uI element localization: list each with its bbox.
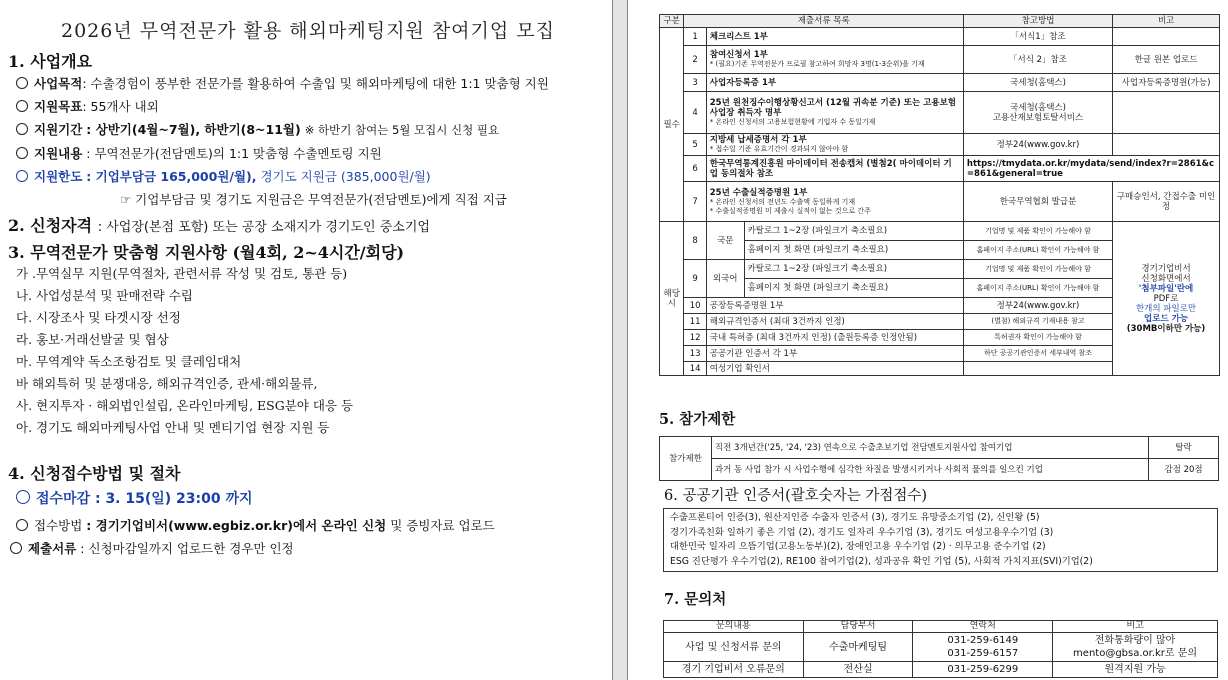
- certificate-line: 대한민국 일자리 으뜸기업(고용노동부)(2), 장애인고용 우수기업 (2) · 의무고용 준수기업 (2): [670, 541, 1046, 552]
- section-4-heading: 4. 신청접수방법 및 절차: [8, 464, 181, 483]
- circle-bullet-icon: [16, 519, 28, 531]
- purpose-line: 사업목적: 수출경험이 풍부한 전문가를 활용하여 수출입 및 해외마케팅에 대한 1:1 맞춤형 지원: [8, 72, 608, 95]
- table-header-row: [660, 15, 1220, 28]
- target-line: 지원목표: 55개사 내외: [8, 95, 608, 118]
- table-row: 사업 및 신청서류 문의 수출마케팅팀 031-259-6149 031-259-6157 전화통화량이 많아 mento@gbsa.or.kr로 문의: [664, 633, 1218, 662]
- table-row: 9 외국어 카탈로그 1~2장 (파일크기 축소필요) 기업명 및 제품 확인이 가능해야 함: [660, 260, 1220, 279]
- table-row: 참가제한 직전 3개년간('25, '24, '23) 연속으로 수출초보기업 전담멘토지원사업 참여기업 탈락: [660, 437, 1219, 459]
- support-item: 나. 사업성분석 및 판매전략 수립: [16, 288, 193, 303]
- circle-bullet-icon: [16, 77, 28, 89]
- circle-bullet-icon: [16, 123, 28, 135]
- support-item: 가 .무역실무 지원(무역절차, 관련서류 작성 및 검토, 통관 등): [16, 266, 348, 281]
- support-item: 다. 시장조사 및 타겟시장 선정: [16, 310, 181, 325]
- header-doc-list: 제출서류 목록: [684, 15, 963, 28]
- group-required: 필수: [660, 28, 684, 222]
- page-gutter: [613, 0, 627, 680]
- table-row: 14 여성기업 확인서: [660, 362, 1220, 376]
- header-reference: 참고방법: [963, 15, 1112, 28]
- table-row: 12 국내 특허증 (최대 3건까지 인정) (출원등록증 인정안됨) 특허권자 확인이 가능해야 함: [660, 330, 1220, 346]
- section-7-heading: 7. 문의처: [664, 591, 727, 608]
- section-3-heading: 3. 무역전문가 맞춤형 지원사항 (월4회, 2~4시간/회당): [8, 243, 405, 262]
- support-item: 마. 무역계약 독소조항검토 및 클레임대처: [16, 354, 242, 369]
- table-row: 7 25년 수출실적증명원 1부 * 온라인 신청서의 전년도 수출액 동일하게 기재 * 수출실적증명원 미 제출시 실적이 없는 것으로 간주 한국무역협회 발급분 구매승인서, 간접수출 미인정: [660, 182, 1220, 222]
- table-row: 2 참여신청서 1부 * (필요)기존 무역전문가 프로필 참고하여 희망자 3명(1-3순위)을 기재 「서식 2」참조 한글 원본 업로드: [660, 46, 1220, 74]
- section-1-heading: 1. 사업개요: [8, 52, 93, 71]
- group-optional: 해당 시: [660, 222, 684, 376]
- certificate-line: 수출프론티어 인증(3), 원산지인증 수출자 인증서 (3), 경기도 유망중소기업 (2), 신인왕 (5): [670, 512, 1040, 523]
- table-row: 10 공장등록증명원 1부 정부24(www.gov.kr): [660, 298, 1220, 314]
- method-line: 접수방법 : 경기기업비서(www.egbiz.or.kr)에서 온라인 신청 및 증빙자료 업로드: [8, 514, 608, 537]
- table-row: 3 사업자등록증 1부 국세청(홈택스) 사업자등록증명원(가능): [660, 74, 1220, 92]
- participation-limit-table: [659, 436, 1219, 481]
- section-6-heading: 6. 공공기관 인증서(괄호숫자는 가점점수): [664, 488, 928, 504]
- table-row: 홈페이지 첫 화면 (파일크기 축소필요) 홈페이지 주소(URL) 확인이 가능해야 함: [660, 241, 1220, 260]
- table-row: 13 공공기관 인증서 각 1부 하단 공공기관인증서 세부내역 참조: [660, 346, 1220, 362]
- document-page-left: [0, 0, 613, 680]
- table-row: 5 지방세 납세증명서 각 1부 * 접수일 기준 유효기간이 경과되지 않아야 함 정부24(www.gov.kr): [660, 134, 1220, 156]
- circle-bullet-icon: [16, 147, 28, 159]
- limit-note: ☞ 기업부담금 및 경기도 지원금은 무역전문가(전담멘토)에게 직접 지급: [120, 192, 507, 207]
- table-row: 홈페이지 첫 화면 (파일크기 축소필요) 홈페이지 주소(URL) 확인이 가능해야 함: [660, 279, 1220, 298]
- circle-bullet-icon: [16, 100, 28, 112]
- deadline-line: 접수마감 : 3. 15(일) 23:00 까지: [8, 484, 608, 514]
- documents-table: [659, 14, 1220, 376]
- period-line: 지원기간 : 상반기(4월~7월), 하반기(8~11월) ※ 하반기 참여는 5월 모집시 신청 필요: [8, 118, 608, 142]
- table-row: 해당 시 8 국문 카탈로그 1~2장 (파일크기 축소필요) 기업명 및 제품 확인이 가능해야 함 경기기업비서 신청화면에서 '첨부파일'란에 PDF로 한개의 파일로만 업로드 가능 (30MB이하만 가능): [660, 222, 1220, 241]
- support-item: 아. 경기도 해외마케팅사업 안내 및 멘티기업 현장 지원 등: [16, 420, 330, 435]
- section-5-heading: 5. 참가제한: [659, 411, 736, 428]
- limit-line: 지원한도 : 기업부담금 165,000원/월), 경기도 지원금 (385,000원/월): [8, 165, 608, 188]
- support-item: 사. 현지투자 · 해외법인설립, 온라인마케팅, ESG분야 대응 등: [16, 398, 354, 413]
- table-row: 6 한국무역통계진흥원 마이데이터 전송캡처 (별첨2( 마이데이터 기업 동의절차 참조 https://tmydata.or.kr/mydata/send/index?r=2861&c=861&general=true: [660, 156, 1220, 182]
- section-2-line: 2. 신청자격 : 사업장(본점 포함) 또는 공장 소재지가 경기도인 중소기업: [8, 216, 430, 235]
- circle-bullet-icon: [16, 170, 28, 182]
- circle-bullet-icon: [16, 490, 30, 504]
- upload-note-cell: 경기기업비서 신청화면에서 '첨부파일'란에 PDF로 한개의 파일로만 업로드 가능 (30MB이하만 가능): [1113, 222, 1220, 376]
- docs-line: 제출서류 : 신청마감일까지 업로드한 경우만 인정: [8, 537, 608, 560]
- page-left-content: [8, 6, 608, 560]
- contact-table: [663, 620, 1218, 678]
- table-row: 필수 1 체크리스트 1부 「서식1」참조: [660, 28, 1220, 46]
- support-items-list: [8, 263, 608, 439]
- circle-bullet-icon: [10, 542, 22, 554]
- table-header-row: 문의내용 담당부서 연락처 비고: [664, 621, 1218, 633]
- document-title: 2026년 무역전문가 활용 해외마케팅지원 참여기업 모집: [61, 20, 555, 42]
- certificate-line: 경기가족친화 일하기 좋은 기업 (2), 경기도 일자리 우수기업 (3), 경기도 여성고용우수기업 (3): [670, 526, 1054, 538]
- document-page-right: [627, 0, 1228, 680]
- table-row: 과거 동 사업 참가 시 사업수행에 심각한 차질을 발생시키거나 사회적 물의를 일으킨 기업 감점 20점: [660, 459, 1219, 481]
- table-row: 11 해외규격인증서 (최대 3건까지 인정) (별첨) 해외규격 기재내용 참고: [660, 314, 1220, 330]
- support-item: 바 해외특허 및 분쟁대응, 해외규격인증, 관세·해외물류,: [16, 376, 318, 391]
- certificate-line: ESG 진단평가 우수기업(2), RE100 참여기업(2), 성과공유 확인 기업 (5), 사회적 가치지표(SVI)기업(2): [670, 555, 1093, 567]
- support-item: 라. 홍보·거래선발굴 및 협상: [16, 332, 169, 347]
- table-row: 경기 기업비서 오류문의 전산실 031-259-6299 원격지원 가능: [664, 662, 1218, 678]
- table-row: 4 25년 원천징수이행상황신고서 (12월 귀속분 기준) 또는 고용보험 사업장 취득자 명부 * 온라인 신청서의 고용보험현황에 기입자 수 동일기재 국세청(홈택스) 고용산재보험토탈서비스: [660, 92, 1220, 134]
- header-category: 구분: [660, 15, 684, 28]
- certificates-box: [663, 508, 1218, 572]
- content-line: 지원내용 : 무역전문가(전담멘토)의 1:1 맞춤형 수출멘토링 지원: [8, 142, 608, 165]
- header-note: 비고: [1113, 15, 1220, 28]
